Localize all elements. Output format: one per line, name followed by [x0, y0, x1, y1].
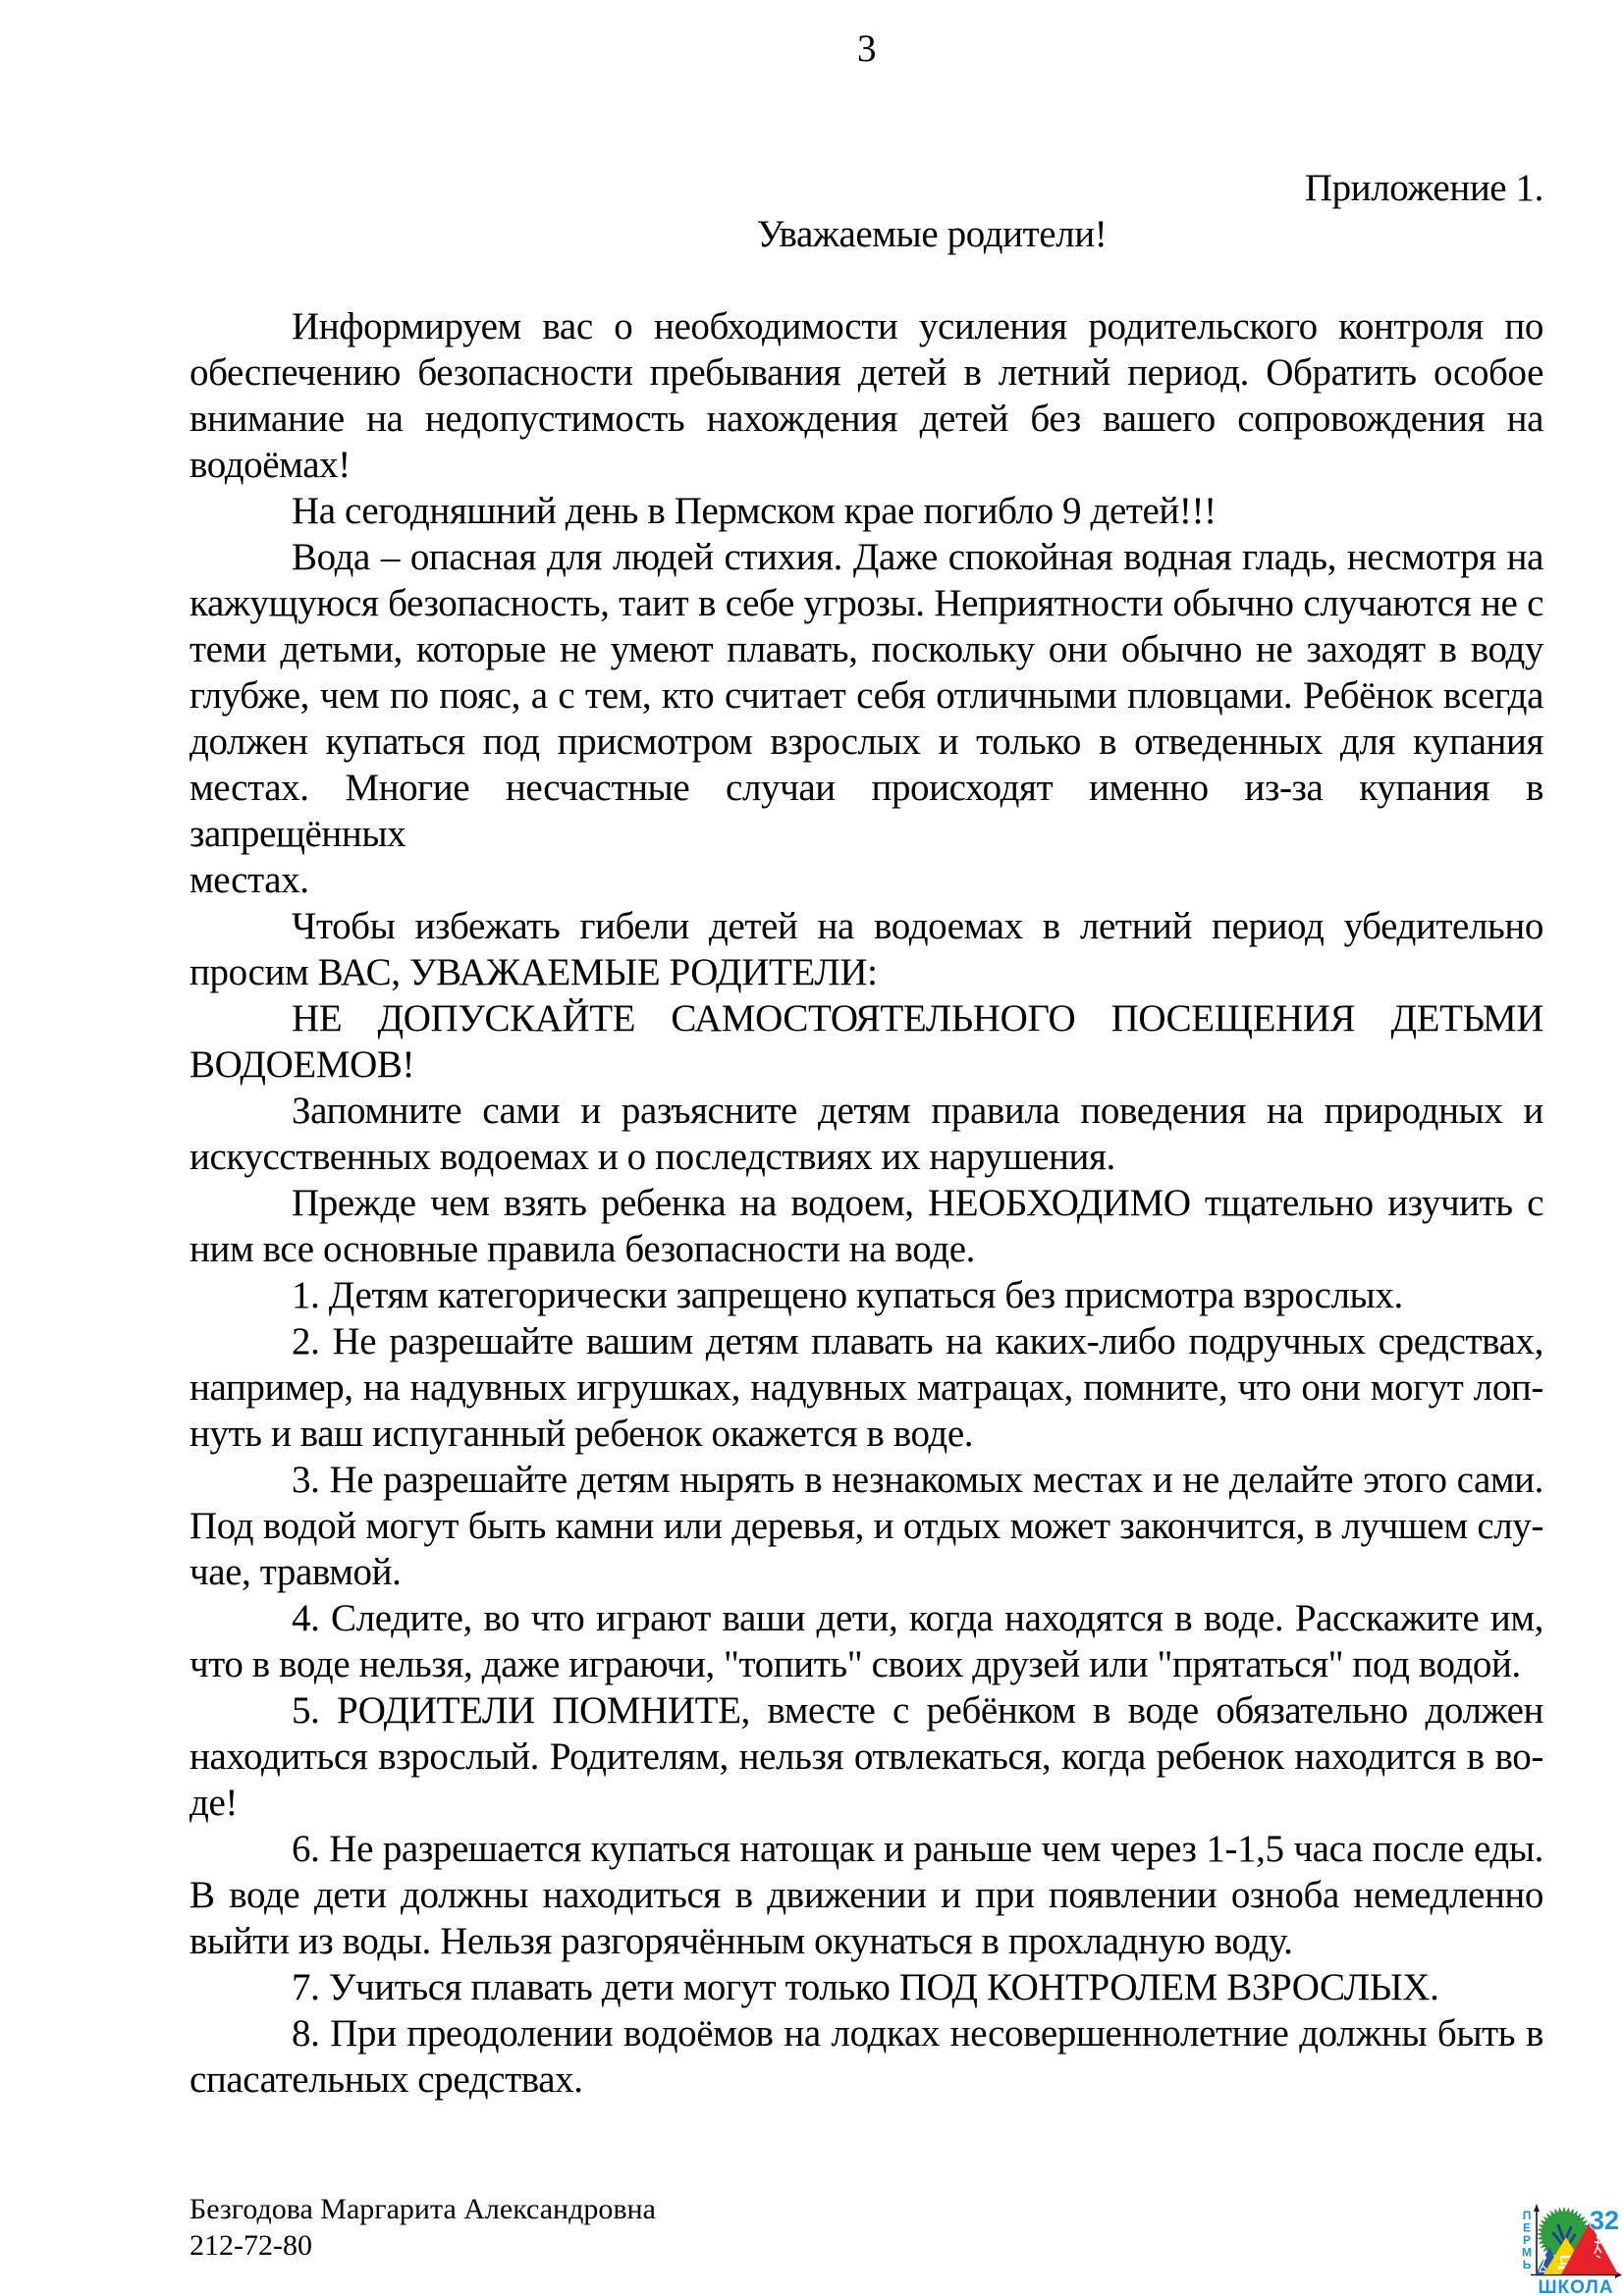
body-line: местах. Многие несчастные случаи происходят именно из-за купания в запрещённых	[189, 767, 1543, 855]
body-line: например, на надувных игрушках, надувных матрацах, помните, что они могут лоп-	[189, 1366, 1543, 1409]
body-line: 1. Детям категорически запрещено купаться без присмотра взрослых.	[292, 1274, 1403, 1316]
logo-city	[1522, 2209, 1532, 2271]
body-line: выйти из воды. Нельзя разгорячённым окунаться в прохладную воду.	[189, 1920, 1293, 1962]
body-line: В воде дети должны находиться в движении и при появлении озноба немедленно	[189, 1874, 1543, 1916]
body-line: что в воде нельзя, даже играючи, "топить" своих друзей или "прятаться" под водой.	[189, 1643, 1521, 1685]
body-line: 2. Не разрешайте вашим детям плавать на каких-либо подручных средствах,	[292, 1320, 1543, 1362]
logo-number: 32	[1589, 2206, 1619, 2235]
body-line: Запомните сами и разъясните детям правила поведения на природных и	[292, 1090, 1543, 1132]
body-line: Вода – опасная для людей стихия. Даже спокойная водная гладь, несмотря на	[292, 536, 1543, 578]
body-line: НЕ ДОПУСКАЙТЕ САМОСТОЯТЕЛЬНОГО ПОСЕЩЕНИЯ ДЕТЬМИ	[292, 997, 1543, 1040]
contact-name: Безгодова Маргарита Александровна	[189, 2193, 656, 2225]
footer	[189, 2191, 1543, 2264]
body-line: чае, травмой.	[189, 1551, 402, 1593]
body-line: 5. РОДИТЕЛИ ПОМНИТЕ, вместе с ребёнком в воде обязательно должен	[292, 1689, 1543, 1732]
body-line: 4. Следите, во что играют ваши дети, когда находятся в воде. Расскажите им,	[292, 1597, 1543, 1639]
body-line: теми детьми, которые не умеют плавать, поскольку они обычно не заходят в воду	[189, 628, 1543, 670]
body-line: 8. При преодолении водоёмов на лодках несовершеннолетние должны быть в	[292, 2012, 1543, 2055]
body-line: Прежде чем взять ребенка на водоем, НЕОБХОДИМО тщательно изучить с	[292, 1182, 1543, 1224]
body-line: На сегодняшний день в Пермском крае погибло 9 детей!!!	[292, 490, 1217, 532]
contact-phone: 212-72-80	[189, 2229, 312, 2262]
body-line: ним все основные правила безопасности на воде.	[189, 1228, 975, 1270]
body-line: находиться взрослый. Родителям, нельзя отвлекаться, когда ребенок находится в во-	[189, 1735, 1543, 1778]
body-text	[189, 303, 1543, 2103]
body-line: местах.	[189, 859, 309, 901]
svg-text:П: П	[1522, 2209, 1532, 2222]
document-content	[189, 0, 1543, 2264]
body-line: внимание на недопустимость нахождения детей без вашего сопровождения на	[189, 398, 1543, 440]
body-line: де!	[189, 1782, 238, 1824]
logo-school-label: ШКОЛА	[1538, 2277, 1614, 2296]
body-line: водоёмах!	[189, 444, 351, 486]
body-line: просим ВАС, УВАЖАЕМЫЕ РОДИТЕЛИ:	[189, 951, 878, 993]
svg-text:Ь: Ь	[1522, 2258, 1532, 2271]
body-line: Под водой могут быть камни или деревья, и отдых может закончится, в лучшем слу-	[189, 1505, 1543, 1547]
svg-text:М: М	[1522, 2245, 1532, 2260]
blank-line	[189, 257, 1543, 303]
svg-text:Р: Р	[1522, 2233, 1532, 2247]
school-logo	[1515, 2202, 1623, 2296]
annex-label: Приложение 1.	[1304, 167, 1543, 209]
body-line: обеспечению безопасности пребывания детей в летний период. Обратить особое	[189, 351, 1543, 394]
body-line: спасательных средствах.	[189, 2058, 583, 2101]
body-line: 7. Учиться плавать дети могут только ПОД КОНТРОЛЕМ ВЗРОСЛЫХ.	[292, 1966, 1439, 2008]
letter-title: Уважаемые родители!	[756, 213, 1108, 255]
body-line: ВОДОЕМОВ!	[189, 1043, 415, 1086]
body-line: 6. Не разрешается купаться натощак и раньше чем через 1-1,5 часа после еды.	[292, 1828, 1543, 1870]
body-line: 3. Не разрешайте детям нырять в незнакомых местах и не делайте этого сами.	[292, 1459, 1543, 1501]
body-line: должен купаться под присмотром взрослых и только в отведенных для купания	[189, 721, 1543, 763]
body-line: нуть и ваш испуганный ребенок окажется в воде.	[189, 1413, 974, 1455]
svg-text:Е: Е	[1522, 2220, 1532, 2235]
body-line: Информируем вас о необходимости усиления родительского контроля по	[292, 305, 1543, 347]
body-line: глубже, чем по пояс, а с тем, кто считает себя отличными пловцами. Ребёнок всегда	[189, 674, 1543, 717]
page-number: 3	[856, 27, 877, 70]
body-line: Чтобы избежать гибели детей на водоемах в летний период убедительно	[292, 905, 1543, 947]
body-line: кажущуюся безопасность, таит в себе угрозы. Неприятности обычно случаются не с	[189, 582, 1543, 624]
body-line: искусственных водоемах и о последствиях их нарушения.	[189, 1136, 1115, 1178]
